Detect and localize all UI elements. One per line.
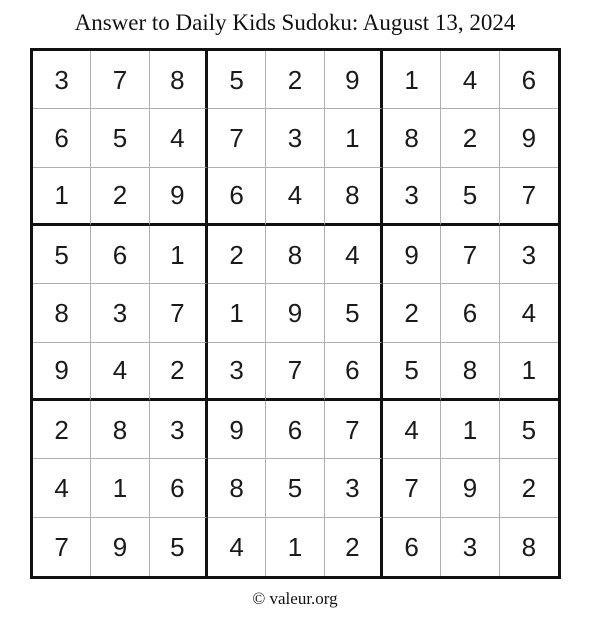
sudoku-cell-r1-c4: 5 bbox=[208, 51, 266, 109]
sudoku-cell-r9-c5: 1 bbox=[266, 518, 324, 576]
sudoku-cell-r9-c4: 4 bbox=[208, 518, 266, 576]
sudoku-cell-r5-c1: 8 bbox=[33, 284, 91, 342]
sudoku-cell-r5-c2: 3 bbox=[91, 284, 149, 342]
sudoku-cell-r6-c6: 6 bbox=[325, 343, 383, 401]
sudoku-cell-r5-c6: 5 bbox=[325, 284, 383, 342]
sudoku-cell-r6-c5: 7 bbox=[266, 343, 324, 401]
sudoku-cell-r7-c5: 6 bbox=[266, 401, 324, 459]
sudoku-cell-r2-c7: 8 bbox=[383, 109, 441, 167]
sudoku-cell-r1-c9: 6 bbox=[500, 51, 558, 109]
sudoku-cell-r9-c9: 8 bbox=[521, 531, 537, 562]
sudoku-cell-r2-c4: 7 bbox=[208, 109, 266, 167]
sudoku-cell-r1-c6: 9 bbox=[325, 51, 383, 109]
sudoku-cell-r5-c5: 9 bbox=[266, 284, 324, 342]
sudoku-cell-r1-c5: 2 bbox=[266, 51, 324, 109]
puzzle-title: Answer to Daily Kids Sudoku: August 13, 2024 bbox=[74, 10, 516, 35]
sudoku-cell-r8-c1: 4 bbox=[33, 459, 91, 517]
copyright-footer: © valeur.org bbox=[252, 589, 338, 608]
sudoku-cell-r1-c7: 1 bbox=[383, 51, 441, 109]
sudoku-cell-r2-c3: 4 bbox=[150, 109, 208, 167]
sudoku-cell-r9-c7: 6 bbox=[383, 518, 441, 576]
sudoku-cell-r7-c6: 7 bbox=[325, 401, 383, 459]
sudoku-cell-r2-c9: 9 bbox=[500, 109, 558, 167]
sudoku-cell-r3-c4: 6 bbox=[208, 168, 266, 226]
sudoku-cell-r3-c9: 7 bbox=[500, 168, 558, 226]
sudoku-cell-r6-c9: 1 bbox=[500, 343, 558, 401]
sudoku-cell-r6-c2: 4 bbox=[91, 343, 149, 401]
sudoku-cell-r2-c8: 2 bbox=[441, 109, 499, 167]
sudoku-cell-r7-c3: 3 bbox=[150, 401, 208, 459]
sudoku-cell-r1-c2: 7 bbox=[91, 51, 149, 109]
sudoku-cell-r3-c5: 4 bbox=[266, 168, 324, 226]
sudoku-grid bbox=[30, 48, 561, 579]
sudoku-cell-r6-c8: 8 bbox=[441, 343, 499, 401]
sudoku-cell-r9-c3: 5 bbox=[150, 518, 208, 576]
sudoku-cell-r5-c7: 2 bbox=[383, 284, 441, 342]
sudoku-cell-r9-c6: 2 bbox=[325, 518, 383, 576]
sudoku-cell-r8-c5: 5 bbox=[266, 459, 324, 517]
sudoku-cell-r1-c8: 4 bbox=[441, 51, 499, 109]
sudoku-cell-r4-c6: 4 bbox=[325, 226, 383, 284]
sudoku-cell-r8-c8: 9 bbox=[441, 459, 499, 517]
sudoku-cell-r5-c8: 6 bbox=[441, 284, 499, 342]
sudoku-cell-r1-c3: 8 bbox=[150, 51, 208, 109]
sudoku-cell-r4-c7: 9 bbox=[383, 226, 441, 284]
sudoku-cell-r5-c4: 1 bbox=[208, 284, 266, 342]
sudoku-cell-r9-c8: 3 bbox=[441, 518, 499, 576]
sudoku-cell-r8-c3: 6 bbox=[150, 459, 208, 517]
sudoku-cell-r6-c7: 5 bbox=[383, 343, 441, 401]
sudoku-cell-r6-c4: 3 bbox=[208, 343, 266, 401]
sudoku-cell-r3-c3: 9 bbox=[150, 168, 208, 226]
sudoku-cell-r4-c8: 7 bbox=[441, 226, 499, 284]
sudoku-cell-r3-c1: 1 bbox=[33, 168, 91, 226]
sudoku-cell-r8-c4: 8 bbox=[208, 459, 266, 517]
sudoku-cell-r8-c6: 3 bbox=[325, 459, 383, 517]
sudoku-cell-r4-c4: 2 bbox=[208, 226, 266, 284]
sudoku-cell-r2-c2: 5 bbox=[91, 109, 149, 167]
sudoku-cell-r4-c3: 1 bbox=[150, 226, 208, 284]
sudoku-cell-r3-c2: 2 bbox=[91, 168, 149, 226]
sudoku-cell-r5-c9: 4 bbox=[500, 284, 558, 342]
sudoku-cell-r4-c2: 6 bbox=[91, 226, 149, 284]
sudoku-cell-r9-c2: 9 bbox=[91, 518, 149, 576]
sudoku-cell-r7-c1: 2 bbox=[33, 401, 91, 459]
sudoku-cell-r7-c2: 8 bbox=[91, 401, 149, 459]
sudoku-cell-r3-c8: 5 bbox=[441, 168, 499, 226]
sudoku-cell-r4-c1: 5 bbox=[33, 226, 91, 284]
sudoku-cell-r7-c8: 1 bbox=[441, 401, 499, 459]
sudoku-cell-r6-c3: 2 bbox=[150, 343, 208, 401]
sudoku-cell-r4-c9: 3 bbox=[500, 226, 558, 284]
sudoku-cell-r4-c5: 8 bbox=[266, 226, 324, 284]
sudoku-cell-r1-c1: 3 bbox=[33, 51, 91, 109]
sudoku-cell-r2-c6: 1 bbox=[325, 109, 383, 167]
sudoku-cell-r2-c1: 6 bbox=[33, 109, 91, 167]
sudoku-cell-r3-c6: 8 bbox=[325, 168, 383, 226]
sudoku-cell-r5-c3: 7 bbox=[150, 284, 208, 342]
sudoku-cell-r7-c4: 9 bbox=[208, 401, 266, 459]
sudoku-cell-r7-c7: 4 bbox=[383, 401, 441, 459]
sudoku-cell-r9-c1: 7 bbox=[33, 518, 91, 576]
sudoku-cell-r3-c7: 3 bbox=[383, 168, 441, 226]
sudoku-cell-r7-c9: 5 bbox=[500, 401, 558, 459]
sudoku-cell-r8-c9: 2 bbox=[500, 459, 558, 517]
sudoku-cell-r8-c2: 1 bbox=[91, 459, 149, 517]
sudoku-cell-r2-c5: 3 bbox=[266, 109, 324, 167]
sudoku-cell-r6-c1: 9 bbox=[33, 343, 91, 401]
sudoku-cell-r8-c7: 7 bbox=[383, 459, 441, 517]
